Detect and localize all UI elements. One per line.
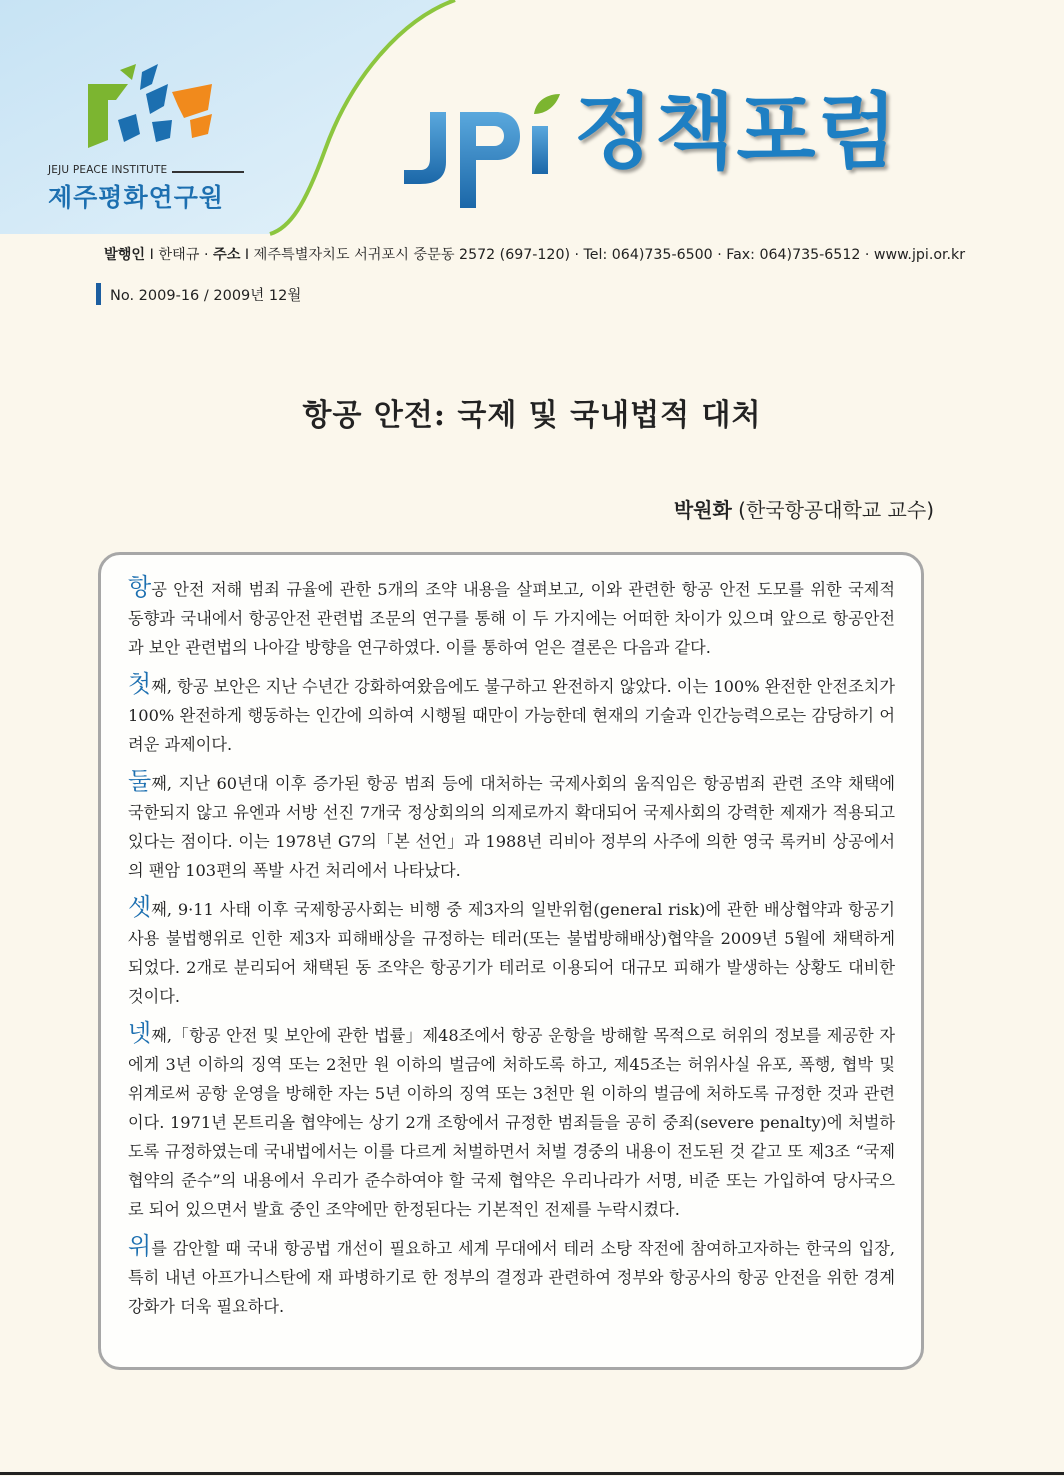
publisher-label: 발행인 — [104, 247, 146, 263]
paragraph-text: 공 안전 저해 범죄 규율에 관한 5개의 조약 내용을 살펴보고, 이와 관련한 항공 안전 도모를 위한 국제적 동향과 국내에서 항공안전 관련법 조문의 연구를 통해 이 두 가지에는 어떠한 차이가 있으며 앞으로 항공안전과 보안 관련법의 나아갈 방향을 연구하였다. 이를 통하여 얻은 결론은 다음과 같다. — [128, 580, 895, 657]
address-label: 주소 — [213, 247, 241, 263]
drop-initial: 위 — [128, 1232, 152, 1260]
issue-number: No. 2009-16 / 2009년 12월 — [110, 288, 302, 304]
author-line — [674, 494, 934, 523]
paragraph-first — [128, 672, 895, 759]
paragraph-text: 째, 항공 보안은 지난 수년간 강화하여왔음에도 불구하고 완전하지 않았다. 이는 100% 완전한 안전조치가 100% 완전하게 행동하는 인간에 의하여 시행될 때만이 가능한데 현재의 기술과 인간능력으로는 감당하기 어려운 과제이다. — [128, 677, 895, 754]
jeju-peace-institute-logo — [80, 62, 250, 172]
paragraph-text: 를 감안할 때 국내 항공법 개선이 필요하고 세계 무대에서 테러 소탕 작전에 참여하고자하는 한국의 입장, 특히 내년 아프가니스탄에 재 파병하기로 한 정부의 결정과 관련하여 정부와 항공사의 항공 안전을 위한 경계강화가 더욱 필요하다. — [128, 1239, 895, 1316]
paragraph-conclusion — [128, 1234, 895, 1321]
telephone: Tel: 064)735-6500 — [583, 247, 713, 263]
fax: Fax: 064)735-6512 — [726, 247, 861, 263]
paragraph-second — [128, 769, 895, 885]
forum-title: 정책포럼 — [574, 85, 899, 180]
publication-info: 발행인 I 한태규 · 주소 I 제주특별자치도 서귀포시 중문동 2572 (697-120) · Tel: 064)735-6500 · Fax: 064)735-6512 · www.jpi.or.kr — [104, 247, 966, 263]
jpi-logotype — [400, 88, 570, 218]
paragraph-text: 째,「항공 안전 및 보안에 관한 법률」제48조에서 항공 운항을 방해할 목적으로 허위의 정보를 제공한 자에게 3년 이하의 징역 또는 2천만 원 이하의 벌금에 처하도록 하고, 제45조는 허위사실 유포, 폭행, 협박 및 위계로써 공항 운영을 방해한 자는 5년 이하의 징역 또는 3천만 원 이하의 벌금에 처하도록 규정한 것과 관련이다. 1971년 몬트리올 협약에는 상기 2개 조항에서 규정한 범죄들을 공히 중죄(severe penalty)에 처벌하도록 규정하였는데 국내법에서는 이를 다르게 처벌하면서 처벌 경중의 내용이 전도된 것 같고 또 제3조 “국제협약의 준수”의 내용에서 우리가 준수하여야 할 국제 협약은 우리나라가 서명, 비준 또는 가입하여 당사국으로 되어 있으면서 발효 중인 조약에만 한정된다는 기본적인 전제를 누락시켰다. — [128, 1026, 895, 1219]
author-affiliation: (한국항공대학교 교수) — [738, 498, 934, 522]
author-name: 박원화 — [673, 498, 732, 522]
website-link[interactable]: www.jpi.or.kr — [873, 247, 966, 263]
institute-name-english: JEJU PEACE INSTITUTE — [48, 164, 168, 176]
page-bottom-rule — [0, 1472, 1064, 1475]
document-title: 항공 안전: 국제 및 국내법적 대처 — [302, 398, 762, 433]
paragraph-text: 째, 9·11 사태 이후 국제항공사회는 비행 중 제3자의 일반위험(general risk)에 관한 배상협약과 항공기사용 불법행위로 인한 제3자 피해배상을 규정하는 테러(또는 불법방해배상)협약을 2009년 5월에 채택하게 되었다. 2개로 분리되어 채택된 동 조약은 항공기가 테러로 이용되어 대규모 피해가 발생하는 상황도 대비한 것이다. — [128, 900, 895, 1006]
paragraph-fourth — [128, 1021, 895, 1224]
drop-initial: 넷 — [128, 1019, 152, 1047]
paragraph-intro — [128, 575, 895, 662]
paragraph-text: 째, 지난 60년대 이후 증가된 항공 범죄 등에 대처하는 국제사회의 움직임은 항공범죄 관련 조약 채택에 국한되지 않고 유엔과 서방 선진 7개국 정상회의의 의제로까지 확대되어 국제사회의 강력한 제재가 적용되고 있다는 점이다. 이는 1978년 G7의「본 선언」과 1988년 리비아 정부의 사주에 의한 영국 록커비 상공에서의 팬암 103편의 폭발 사건 처리에서 나타났다. — [128, 774, 895, 880]
drop-initial: 항 — [128, 573, 152, 601]
drop-initial: 첫 — [128, 670, 152, 698]
publisher-name: 한태규 — [158, 247, 200, 263]
institute-name-korean: 제주평화연구원 — [48, 183, 225, 212]
paragraph-third — [128, 895, 895, 1011]
issue-marker-bar — [96, 283, 101, 305]
summary-box — [98, 552, 924, 1370]
institute-divider — [172, 171, 244, 173]
drop-initial: 셋 — [128, 893, 152, 921]
address: 제주특별자치도 서귀포시 중문동 2572 (697-120) — [253, 247, 571, 263]
drop-initial: 둘 — [128, 767, 152, 795]
